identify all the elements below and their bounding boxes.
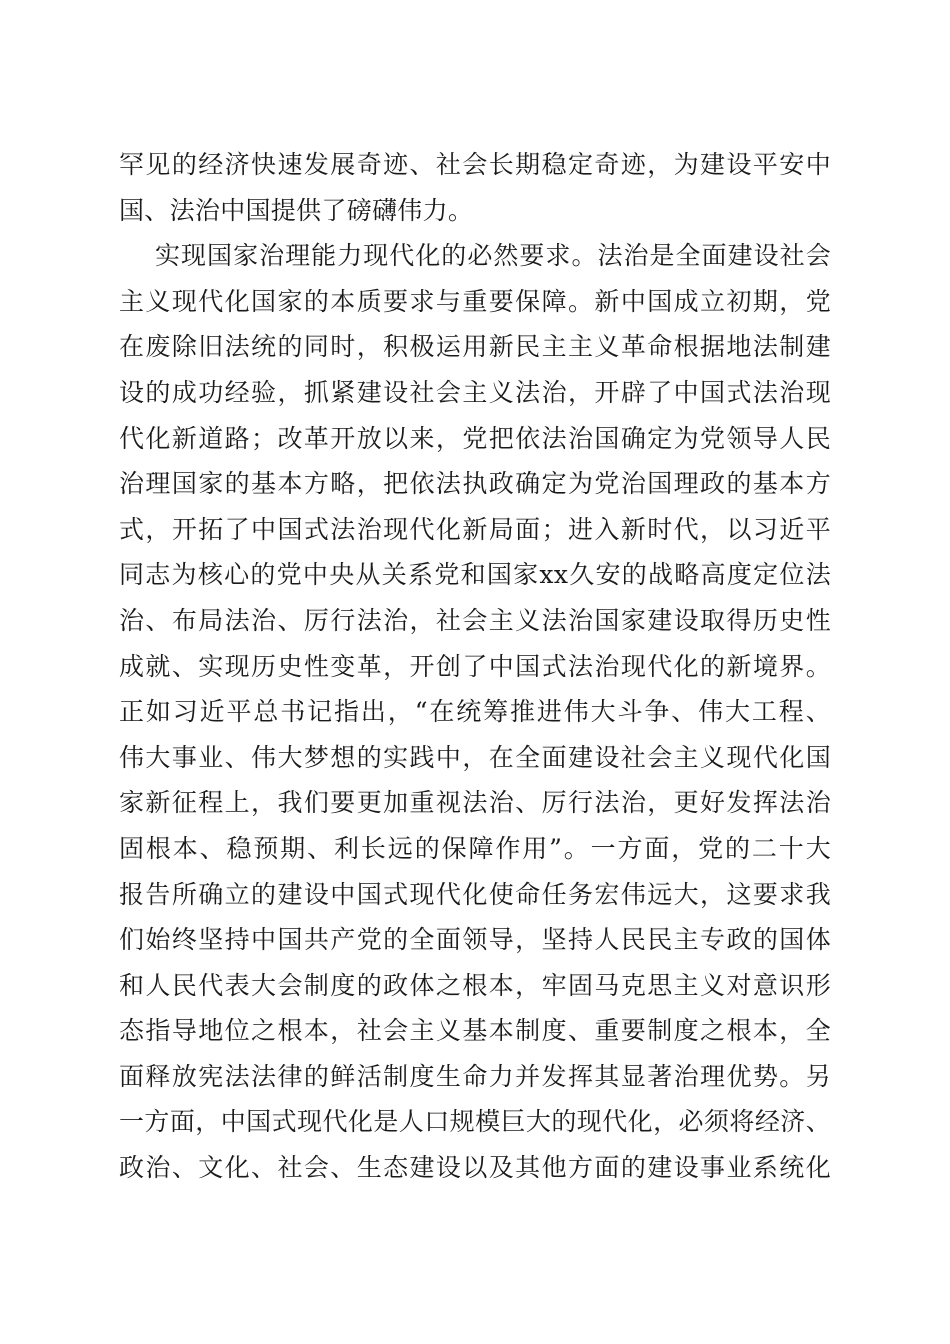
text-line: 报告所确立的建设中国式现代化使命任务宏伟远大，这要求我 xyxy=(119,879,831,909)
text-line: 治理国家的基本方略，把依法执政确定为党治国理政的基本方 xyxy=(119,469,831,499)
text-line: 家新征程上，我们要更加重视法治、厉行法治，更好发挥法治 xyxy=(119,788,831,818)
text-line: 们始终坚持中国共产党的全面领导，坚持人民民主专政的国体 xyxy=(119,925,831,955)
text-line: 政治、文化、社会、生态建设以及其他方面的建设事业系统化 xyxy=(119,1153,831,1183)
text-line: 治、布局法治、厉行法治，社会主义法治国家建设取得历史性 xyxy=(119,605,831,635)
text-line: 一方面，中国式现代化是人口规模巨大的现代化，必须将经济、 xyxy=(119,1107,831,1137)
text-line: 伟大事业、伟大梦想的实践中，在全面建设社会主义现代化国 xyxy=(119,742,831,772)
text-line: 面释放宪法法律的鲜活制度生命力并发挥其显著治理优势。另 xyxy=(119,1061,831,1091)
text-line: 态指导地位之根本，社会主义基本制度、重要制度之根本，全 xyxy=(119,1016,831,1046)
body-text xyxy=(119,142,831,1191)
text-line: 式，开拓了中国式法治现代化新局面；进入新时代，以习近平 xyxy=(119,514,831,544)
text-line: 正如习近平总书记指出，“在统筹推进伟大斗争、伟大工程、 xyxy=(119,697,831,727)
text-line: 设的成功经验，抓紧建设社会主义法治，开辟了中国式法治现 xyxy=(119,377,831,407)
text-line: 同志为核心的党中央从关系党和国家xx久安的战略高度定位法 xyxy=(119,560,831,590)
text-line: 代化新道路；改革开放以来，党把依法治国确定为党领导人民 xyxy=(119,423,831,453)
paragraph-first-line: 实现国家治理能力现代化的必然要求。法治是全面建设社会 xyxy=(155,241,831,271)
text-line: 成就、实现历史性变革，开创了中国式法治现代化的新境界。 xyxy=(119,651,831,681)
text-line: 固根本、稳预期、利长远的保障作用”。一方面，党的二十大 xyxy=(119,833,831,863)
text-line: 罕见的经济快速发展奇迹、社会长期稳定奇迹，为建设平安中 xyxy=(119,150,831,179)
text-line: 在废除旧法统的同时，积极运用新民主主义革命根据地法制建 xyxy=(119,332,831,362)
text-line: 和人民代表大会制度的政体之根本，牢固马克思主义对意识形 xyxy=(119,970,831,1000)
text-line: 国、法治中国提供了磅礴伟力。 xyxy=(119,195,474,225)
text-line: 主义现代化国家的本质要求与重要保障。新中国成立初期，党 xyxy=(119,286,831,316)
